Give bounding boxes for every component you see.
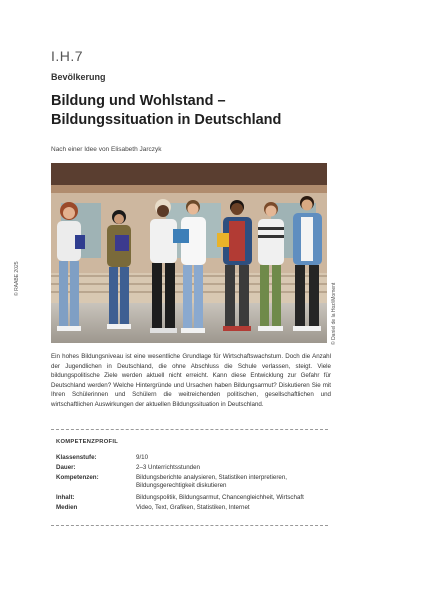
students-photo bbox=[51, 163, 327, 343]
profile-value: 2–3 Unterrichtsstunden bbox=[136, 464, 200, 471]
profile-value: Video, Text, Grafiken, Statistiken, Internet bbox=[136, 504, 250, 511]
profile-label: Inhalt: bbox=[56, 494, 75, 501]
profile-value: Bildungsberichte analysieren, Statistiken interpretieren, Bildungsgerechtigkeit diskutieren bbox=[136, 474, 287, 489]
author-line: Nach einer Idee von Elisabeth Jarczyk bbox=[51, 146, 162, 153]
topic-label: Bevölkerung bbox=[51, 72, 106, 82]
page-title: Bildung und Wohlstand – Bildungssituation in Deutschland bbox=[51, 93, 282, 128]
publisher-credit: © RAABE 2025 bbox=[14, 261, 20, 296]
profile-label: Dauer: bbox=[56, 464, 76, 471]
profile-heading: KOMPETENZPROFIL bbox=[56, 439, 119, 445]
competence-profile bbox=[51, 429, 328, 526]
photo-credit: © Daniel de la Hoz/iMoment bbox=[331, 282, 337, 345]
unit-code: I.H.7 bbox=[51, 48, 84, 64]
profile-label: Klassenstufe: bbox=[56, 454, 97, 461]
profile-label: Medien bbox=[56, 504, 78, 511]
intro-paragraph: Ein hohes Bildungsniveau ist eine wesentliche Grundlage für Wirtschaftswachstum. Doch die Anzahl der Jugendlichen in Deutschland, die ohne Abschluss die Schule verlassen, steigt. Viele bildungspolitische Ziele werden aktuell nicht erreicht. Kann diese Entwicklung zur Gefahr für Deutschland werden? Welche Hintergründe und Ursachen haben Bildungsarmut? Diskutieren Sie mit Ihren Schülerinnen und Schülern die weitreichenden politischen, gesellschaftlichen und wirtschaftlichen Auswirkungen der aktuellen Bildungssituation in Deutschland. bbox=[51, 353, 331, 408]
profile-value: Bildungspolitik, Bildungsarmut, Chancengleichheit, Wirtschaft bbox=[136, 494, 304, 501]
profile-label: Kompetenzen: bbox=[56, 474, 99, 481]
profile-value: 9/10 bbox=[136, 454, 149, 461]
